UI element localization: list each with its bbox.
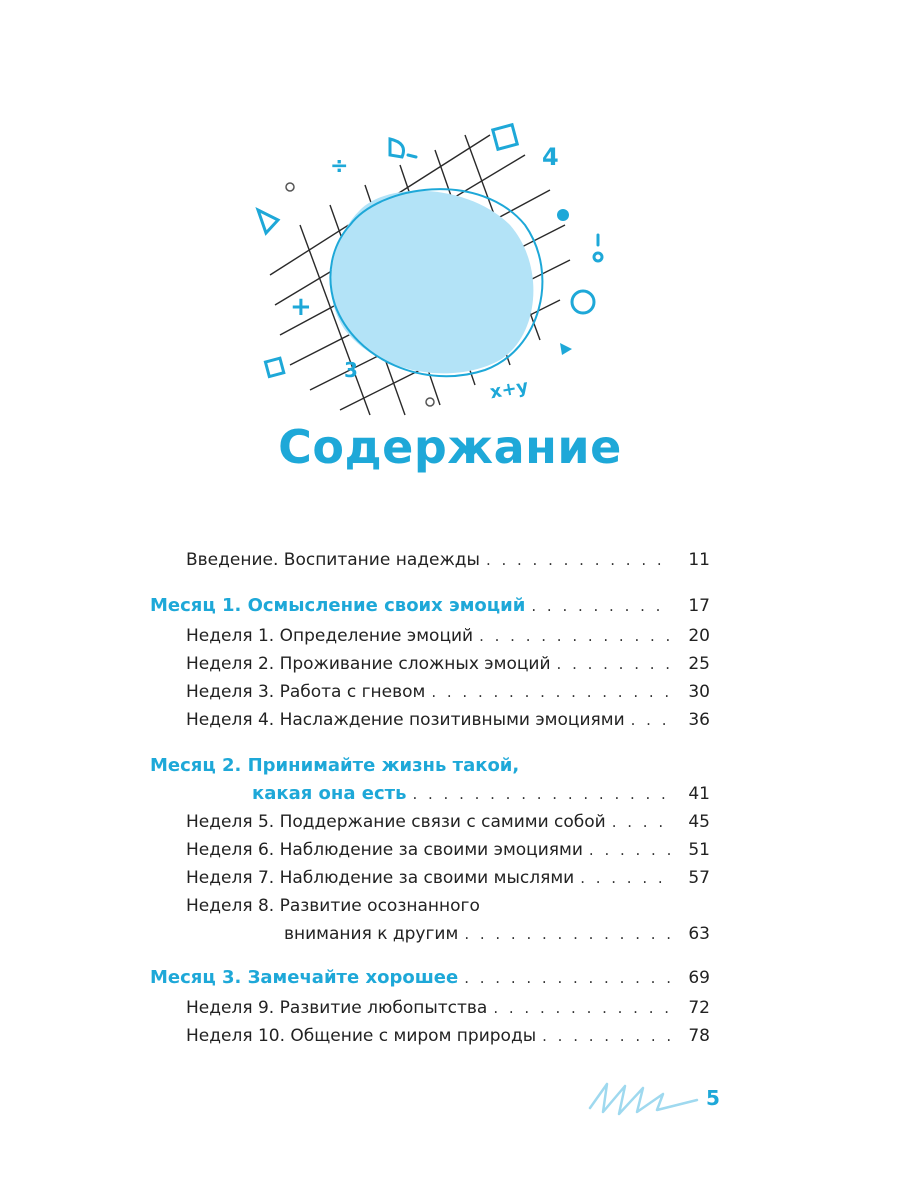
dot-icon (557, 209, 569, 221)
toc-entry-week1[interactable] (150, 622, 710, 650)
toc-entry-week3[interactable] (150, 678, 710, 706)
toc-page: 17 (688, 596, 710, 616)
three-symbol: 3 (344, 358, 358, 382)
toc-entry-month3[interactable] (150, 964, 710, 992)
xy-symbol: x+y (488, 375, 530, 404)
leader-dots (557, 650, 670, 678)
toc-label: какая она есть (252, 783, 407, 804)
leader-dots (479, 622, 670, 650)
divide-symbol: ÷ (330, 154, 349, 179)
toc-label: Месяц 2. Принимайте жизнь такой, (150, 755, 520, 776)
leader-dots (431, 678, 670, 706)
toc-entry-week9[interactable] (150, 994, 710, 1022)
toc-label: Неделя 7. Наблюдение за своими мыслями (186, 868, 575, 888)
toc-entry-week8-line1[interactable] (150, 892, 710, 920)
arrow-icon (560, 343, 572, 355)
toc-label: Неделя 1. Определение эмоций (186, 626, 474, 646)
toc-page: 45 (688, 812, 710, 832)
d-symbol (390, 139, 416, 157)
leader-dots (412, 780, 670, 808)
ring-icon (572, 291, 594, 313)
toc-label: Введение. Воспитание надежды (186, 550, 480, 570)
toc-entry-month2[interactable] (150, 780, 710, 808)
toc-label: Неделя 8. Развитие осознанного (186, 896, 480, 916)
toc-entry-week8[interactable] (150, 920, 710, 948)
toc-entry-week2[interactable] (150, 650, 710, 678)
toc-entry-week10[interactable] (150, 1022, 710, 1050)
toc-entry-month2-line1[interactable] (150, 752, 710, 780)
toc-page: 72 (688, 998, 710, 1018)
toc-entry-week7[interactable] (150, 864, 710, 892)
toc-label: Неделя 10. Общение с миром природы (186, 1026, 537, 1046)
toc-label: внимания к другим (284, 924, 459, 944)
toc-page: 30 (688, 682, 710, 702)
toc-label: Неделя 5. Поддержание связи с самими собой (186, 812, 606, 832)
leader-dots (531, 592, 670, 620)
toc-entry-week4[interactable] (150, 706, 710, 734)
page-title: Содержание (278, 420, 622, 474)
small-ring-icon-bottom (426, 398, 434, 406)
square-icon (493, 125, 517, 149)
leader-dots (612, 808, 670, 836)
toc-label: Неделя 4. Наслаждение позитивными эмоциями (186, 710, 625, 730)
toc-label: Месяц 3. Замечайте хорошее (150, 967, 459, 988)
toc-entry-intro[interactable] (150, 546, 710, 574)
four-symbol: 4 (542, 143, 559, 171)
decorative-illustration (240, 115, 620, 425)
leader-dots (589, 836, 670, 864)
toc-page: 20 (688, 626, 710, 646)
toc-label: Месяц 1. Осмысление своих эмоций (150, 595, 526, 616)
toc-page: 69 (688, 968, 710, 988)
toc-entry-week6[interactable] (150, 836, 710, 864)
triangle-icon (258, 210, 278, 233)
small-square-icon (265, 358, 283, 376)
toc-label: Неделя 6. Наблюдение за своими эмоциями (186, 840, 583, 860)
leader-dots (486, 546, 670, 574)
toc-page: 78 (688, 1026, 710, 1046)
note-icon (594, 235, 602, 261)
leader-dots (464, 920, 670, 948)
toc-page: 41 (688, 784, 710, 804)
toc-entry-month1[interactable] (150, 592, 710, 620)
toc-page: 51 (688, 840, 710, 860)
small-ring-icon (286, 183, 294, 191)
blue-circle (331, 191, 534, 374)
toc-label: Неделя 3. Работа с гневом (186, 682, 426, 702)
leader-dots (631, 706, 670, 734)
toc-page: 57 (688, 868, 710, 888)
leader-dots (542, 1022, 670, 1050)
toc-label: Неделя 9. Развитие любопытства (186, 998, 488, 1018)
toc-label: Неделя 2. Проживание сложных эмоций (186, 654, 551, 674)
scribble-decoration (585, 1078, 705, 1118)
leader-dots (580, 864, 670, 892)
page-number: 5 (706, 1086, 720, 1110)
toc-page: 63 (688, 924, 710, 944)
leader-dots (464, 964, 670, 992)
toc-page: 11 (688, 550, 710, 570)
toc-page: 36 (688, 710, 710, 730)
toc-entry-week5[interactable] (150, 808, 710, 836)
leader-dots (493, 994, 670, 1022)
toc-page: 25 (688, 654, 710, 674)
plus-symbol: + (290, 292, 312, 322)
